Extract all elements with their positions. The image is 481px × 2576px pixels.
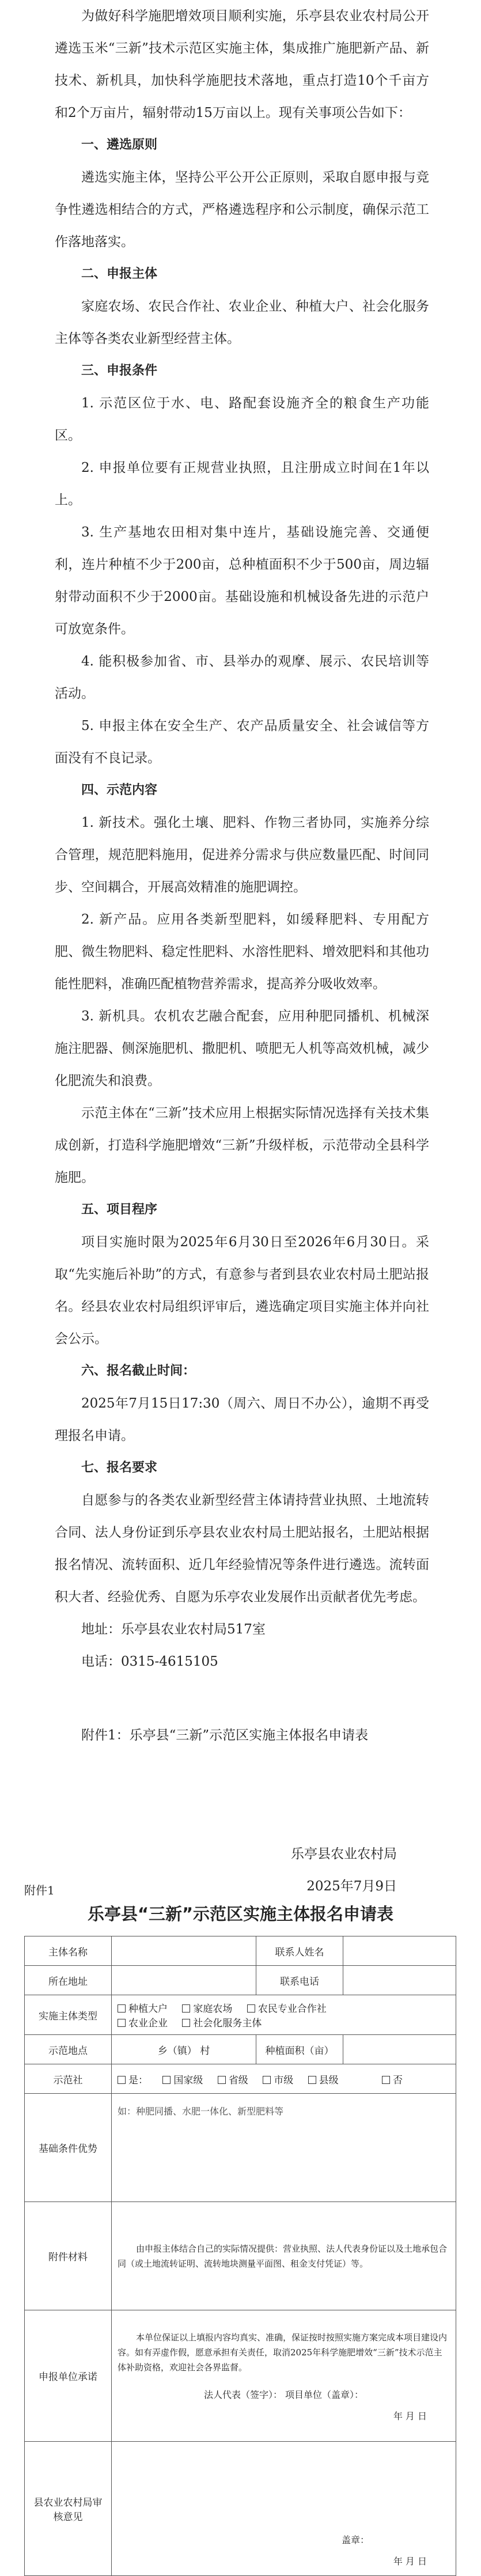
section-title-requirements: 七、报名要求 (81, 1461, 158, 1475)
demo-site-field[interactable]: 乡（镇） 村 (112, 2035, 256, 2064)
principle-paragraph: 遴选实施主体，坚持公平公开公正原则，采取自愿申报与竞争性遴选相结合的方式，严格遴选程序和公示制度，确保示范工作落地落实。 (55, 170, 429, 249)
level-option-no[interactable]: 否 (382, 2072, 403, 2086)
review-seal-line: 盖章： (341, 2535, 369, 2545)
content-item-3: 3. 新机具。农机农艺融合配套，应用种肥同播机、机械深施注肥器、侧深施肥机、撒肥机、喷肥无人机等高效机械，减少化肥流失和浪费。 (55, 1009, 429, 1088)
level-option-provincial[interactable]: 省级 (218, 2072, 248, 2086)
type-option-enterprise[interactable]: 农业企业 (118, 2015, 168, 2029)
applicant-commitment-cell (112, 2310, 456, 2442)
attached-materials-text: 由申报主体结合自己的实际情况提供：营业执照、法人代表身份证以及土地承包合同（或土地流转证明、流转地块测量平面图、租金支付凭证）等。 (118, 2243, 448, 2269)
label-county-review: 县农业农村局审核意见 (25, 2442, 112, 2576)
application-form (24, 1936, 456, 2576)
type-option-cooperative[interactable]: 农民专业合作社 (247, 2000, 327, 2015)
basic-conditions-hint: 如：种肥同播、水肥一体化、新型肥料等 (118, 2106, 284, 2117)
demo-cooperative-options (112, 2064, 456, 2094)
contact-address: 地址：乐亭县农业农村局517室 (81, 1622, 266, 1637)
issuing-organization: 乐亭县农业农村局 (291, 1847, 397, 1862)
condition-item-1: 1. 示范区位于水、电、路配套设施齐全的粮食生产功能区。 (55, 396, 429, 443)
notice-body (55, 0, 429, 1902)
label-contact-name: 联系人姓名 (256, 1936, 343, 1966)
section-title-procedure: 五、项目程序 (81, 1202, 158, 1217)
label-attached-materials: 附件材料 (25, 2202, 112, 2310)
section-title-principle: 一、遴选原则 (81, 138, 158, 152)
section-title-deadline: 六、报名截止时间： (81, 1364, 196, 1378)
commitment-signature-line: 法人代表（签字）： 项目单位（盖章）： (203, 2389, 364, 2400)
content-item-1: 1. 新技术。强化土壤、肥料、作物三者协同，实施养分综合管理，规范肥料施用，促进养分需求与供应数量匹配、时间同步、空间耦合，开展高效精准的施肥调控。 (55, 815, 429, 895)
condition-item-5: 5. 申报主体在安全生产、农产品质量安全、社会诚信等方面没有不良记录。 (55, 718, 429, 766)
form-title: 乐亭县“三新”示范区实施主体报名申请表 (87, 1904, 394, 1924)
label-entity-type: 实施主体类型 (25, 1995, 112, 2035)
label-entity-name: 主体名称 (25, 1936, 112, 1966)
commitment-text: 本单位保证以上填报内容均真实、准确，保证按时按照实施方案完成本项目建设内容。如有弄虚作假，愿意承担有关责任，取消2025年科学施肥增效“三新”技术示范主体补助资格，欢迎社会各界监督。 (118, 2332, 448, 2373)
checkbox-icon (308, 2076, 316, 2084)
section-title-conditions: 三、申报条件 (81, 364, 158, 378)
type-option-grower[interactable]: 种植大户 (118, 2000, 168, 2015)
phone-field[interactable] (343, 1966, 456, 1995)
type-option-service-provider[interactable]: 社会化服务主体 (182, 2015, 262, 2029)
planting-area-field[interactable] (343, 2035, 456, 2064)
attached-materials-cell (112, 2202, 456, 2310)
contact-name-field[interactable] (343, 1936, 456, 1966)
checkbox-icon (118, 2019, 126, 2027)
condition-item-4: 4. 能积极参加省、市、县举办的观摩、展示、农民培训等活动。 (55, 654, 429, 701)
form-attachment-label: 附件1 (24, 1883, 55, 1897)
condition-item-2: 2. 申报单位要有正规营业执照，且注册成立时间在1年以上。 (55, 460, 429, 508)
type-option-family-farm[interactable]: 家庭农场 (182, 2000, 232, 2015)
issue-date: 2025年7月9日 (306, 1879, 397, 1894)
address-field[interactable] (112, 1966, 256, 1995)
commitment-date-line: 年 月 日 (393, 2410, 427, 2422)
content-summary: 示范主体在“三新”技术应用上根据实际情况选择有关技术集成创新，打造科学施肥增效“三新”升级样板，示范带动全县科学施肥。 (55, 1106, 429, 1185)
label-demo-cooperative: 示范社 (25, 2064, 112, 2094)
checkbox-icon (382, 2076, 390, 2084)
procedure-paragraph: 项目实施时限为2025年6月30日至2026年6月30日。采取“先实施后补助”的方式，有意参与者到县农业农村局土肥站报名。经县农业农村局组织评审后，遴选确定项目实施主体并向社会公示。 (55, 1235, 429, 1346)
checkbox-icon (247, 2004, 255, 2013)
checkbox-icon (182, 2019, 190, 2027)
entity-type-options (112, 1995, 456, 2035)
label-phone: 联系电话 (256, 1966, 343, 1995)
checkbox-icon (162, 2076, 171, 2084)
county-review-cell[interactable] (112, 2442, 456, 2576)
checkbox-icon (118, 2004, 126, 2013)
level-option-county[interactable]: 县级 (308, 2072, 339, 2086)
label-planting-area: 种植面积（亩） (256, 2035, 343, 2064)
section-title-applicant: 二、申报主体 (81, 267, 158, 281)
label-applicant-commitment: 申报单位承诺 (25, 2310, 112, 2442)
checkbox-icon (263, 2076, 271, 2084)
checkbox-icon (218, 2076, 226, 2084)
level-option-city[interactable]: 市级 (263, 2072, 293, 2086)
basic-conditions-field[interactable] (112, 2094, 456, 2202)
review-date-line: 年 月 日 (393, 2556, 427, 2567)
condition-item-3: 3. 生产基地农田相对集中连片，基础设施完善、交通便利，连片种植不少于200亩，总种植面积不少于500亩，周边辐射带动面积不少于2000亩。基础设施和机械设备先进的示范户可放宽条件。 (55, 525, 429, 637)
contact-phone: 电话：0315-4615105 (81, 1654, 218, 1669)
content-item-2: 2. 新产品。应用各类新型肥料，如缓释肥料、专用配方肥、微生物肥料、稳定性肥料、水溶性肥料、增效肥料和其他功能性肥料，准确匹配植物营养需求，提高养分吸收效率。 (55, 912, 429, 992)
level-option-yes[interactable]: 是： (118, 2072, 148, 2086)
label-address: 所在地址 (25, 1966, 112, 1995)
applicant-paragraph: 家庭农场、农民合作社、农业企业、种植大户、社会化服务主体等各类农业新型经营主体。 (55, 299, 429, 346)
label-demo-site: 示范地点 (25, 2035, 112, 2064)
intro-paragraph: 为做好科学施肥增效项目顺利实施，乐亭县农业农村局公开遴选玉米“三新”技术示范区实施主体，集成推广施肥新产品、新技术、新机具，加快科学施肥技术落地，重点打造10个千亩方和2个万亩片，辐射带动15万亩以上。现有关事项公告如下： (55, 9, 429, 120)
checkbox-icon (182, 2004, 190, 2013)
entity-name-field[interactable] (112, 1936, 256, 1966)
deadline-paragraph: 2025年7月15日17:30（周六、周日不办公），逾期不再受理报名申请。 (55, 1396, 429, 1443)
checkbox-icon (118, 2076, 126, 2084)
section-title-content: 四、示范内容 (81, 783, 158, 797)
requirements-paragraph: 自愿参与的各类农业新型经营主体请持营业执照、土地流转合同、法人身份证到乐亭县农业农村局土肥站报名，土肥站根据报名情况、流转面积、近几年经验情况等条件进行遴选。流转面积大者、经验优秀、自愿为乐亭农业发展作出贡献者优先考虑。 (55, 1493, 429, 1605)
level-option-national[interactable]: 国家级 (162, 2072, 203, 2086)
attachment-note: 附件1：乐亭县“三新”示范区实施主体报名申请表 (81, 1728, 369, 1743)
label-basic-conditions: 基础条件优势 (25, 2094, 112, 2202)
